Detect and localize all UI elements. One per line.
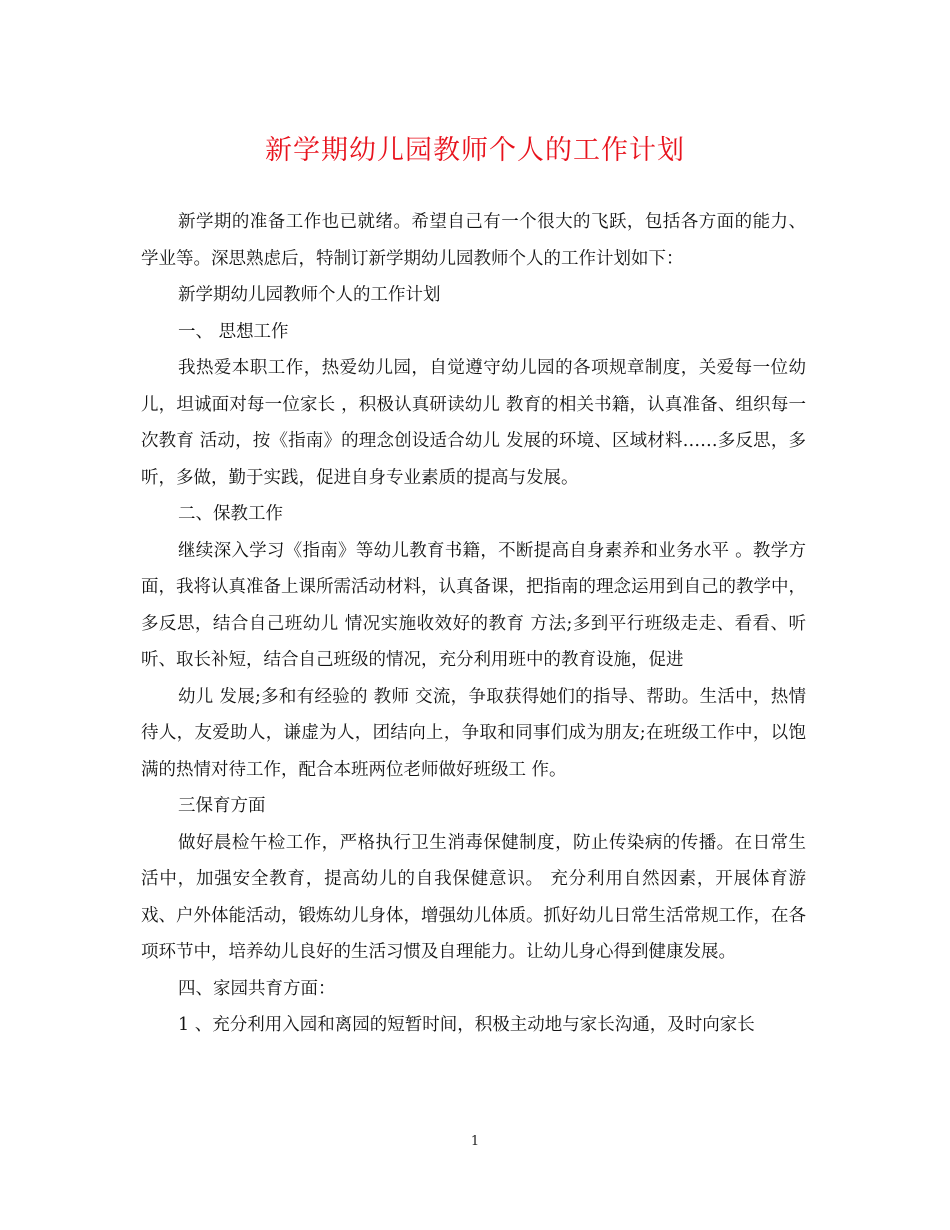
section-heading-home-school: 四、家园共育方面： bbox=[178, 978, 336, 999]
teaching-paragraph-continued: 幼儿 发展;多和有经验的 教师 交流，争取获得她们的指导、帮助。生活中，热情待人，友爱助人，谦虚为人，团结向上，争取和同事们成为朋友;在班级工作中，以饱满的热情对待工作，配合本班两位老师做好班级工 作。 bbox=[141, 686, 806, 780]
section-heading-teaching: 二、保教工作 bbox=[178, 504, 283, 524]
teaching-paragraph: 继续深入学习《指南》等幼儿教育书籍，不断提高自身素养和业务水平 。教学方面，我将认真准备上课所需活动材料，认真备课，把指南的理念运用到自己的教学中，多反思，结合自己班幼儿 情况实施收效好的教育 方法;多到平行班级走走、看看、听听、取长补短，结合自己班级的情况，充分利用班中的教育设施，促进 bbox=[141, 540, 806, 670]
section-heading-thinking: 一、 思想工作 bbox=[178, 321, 289, 342]
plan-heading: 新学期幼儿园教师个人的工作计划 bbox=[178, 285, 441, 305]
home-school-item-1: 1 、充分利用入园和离园的短暂时间，积极主动地与家长沟通，及时向家长 bbox=[178, 1015, 755, 1035]
section-heading-care: 三保育方面 bbox=[178, 796, 266, 816]
thinking-paragraph: 我热爱本职工作，热爱幼儿园，自觉遵守幼儿园的各项规章制度，关爱每一位幼儿，坦诚面对每一位家长 ，积极认真研读幼儿 教育的相关书籍，认真准备、组织每一次教育 活动，按《指南》的理念创设适合幼儿 发展的环境、区域材料……多反思，多听，多做，勤于实践，促进自身专业素质的提高与发展。 bbox=[141, 358, 806, 488]
document-body bbox=[141, 204, 806, 1044]
page-number: 1 bbox=[470, 1134, 480, 1149]
intro-paragraph: 新学期的准备工作也已就绪。希望自己有一个很大的飞跃，包括各方面的能力、学业等。深思熟虑后，特制订新学期幼儿园教师个人的工作计划如下： bbox=[141, 212, 806, 269]
care-paragraph: 做好晨检午检工作，严格执行卫生消毒保健制度，防止传染病的传播。在日常生活中，加强安全教育，提高幼儿的自我保健意识。 充分利用自然因素，开展体育游戏、户外体能活动，锻炼幼儿身体，增强幼儿体质。抓好幼儿日常生活常规工作，在各项环节中，培养幼儿良好的生活习惯及自理能力。让幼儿身心得到健康发展。 bbox=[141, 832, 806, 962]
document-title: 新学期幼儿园教师个人的工作计划 bbox=[265, 135, 685, 166]
